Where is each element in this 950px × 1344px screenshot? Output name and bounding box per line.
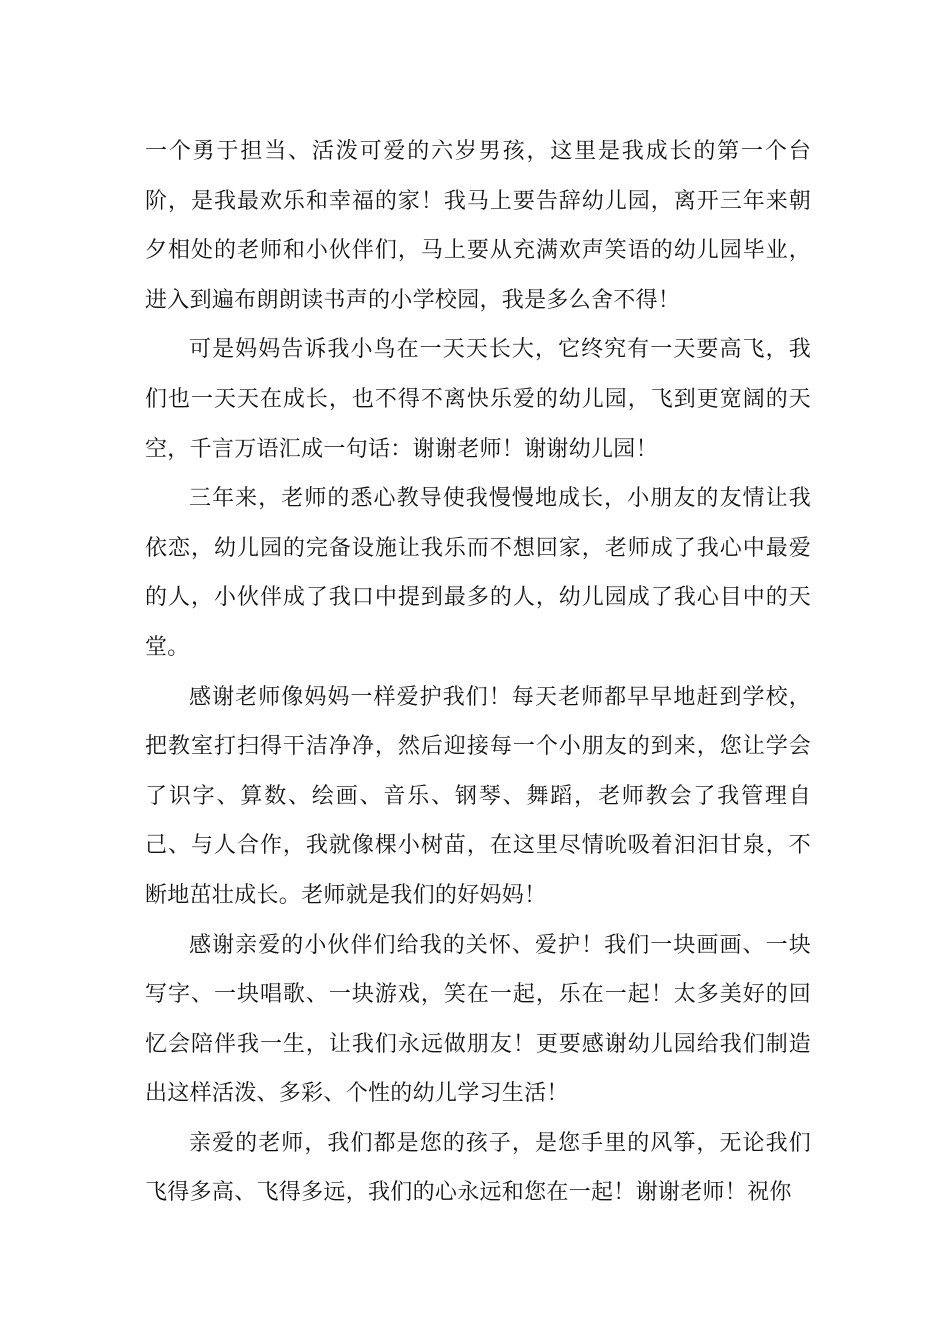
paragraph-5: 感谢亲爱的小伙伴们给我的关怀、爱护！我们一块画画、一块写字、一块唱歌、一块游戏，笑在一起，乐在一起！太多美好的回忆会陪伴我一生，让我们永远做朋友！更要感谢幼儿园给我们制造出这样活泼、多彩、个性的幼儿学习生活！ bbox=[145, 932, 811, 1107]
paragraph-6: 亲爱的老师，我们都是您的孩子，是您手里的风筝，无论我们飞得多高、飞得多远，我们的心永远和您在一起！谢谢老师！祝你 bbox=[145, 1130, 811, 1206]
paragraph-2: 可是妈妈告诉我小鸟在一天天长大，它终究有一天要高飞，我们也一天天在成长，也不得不离快乐爱的幼儿园，飞到更宽阔的天空，千言万语汇成一句话：谢谢老师！谢谢幼儿园！ bbox=[145, 337, 811, 462]
paragraph-4: 感谢老师像妈妈一样爱护我们！每天老师都早早地赶到学校，把教室打扫得干洁净净，然后迎接每一个小朋友的到来，您让学会了识字、算数、绘画、音乐、钢琴、舞蹈，老师教会了我管理自己、与人合作，我就像棵小树苗，在这里尽情吮吸着汩汩甘泉，不断地茁壮成长。老师就是我们的好妈妈！ bbox=[145, 684, 811, 908]
paragraph-1: 一个勇于担当、活泼可爱的六岁男孩，这里是我成长的第一个台阶，是我最欢乐和幸福的家！我马上要告辞幼儿园，离开三年来朝夕相处的老师和小伙伴们，马上要从充满欢声笑语的幼儿园毕业，进入到遍布朗朗读书声的小学校园，我是多么舍不得！ bbox=[145, 139, 811, 313]
document-body bbox=[145, 127, 811, 1218]
paragraph-3: 三年来，老师的悉心教导使我慢慢地成长，小朋友的友情让我依恋，幼儿园的完备设施让我乐而不想回家，老师成了我心中最爱的人，小伙伴成了我口中提到最多的人，幼儿园成了我心目中的天堂。 bbox=[145, 486, 811, 660]
